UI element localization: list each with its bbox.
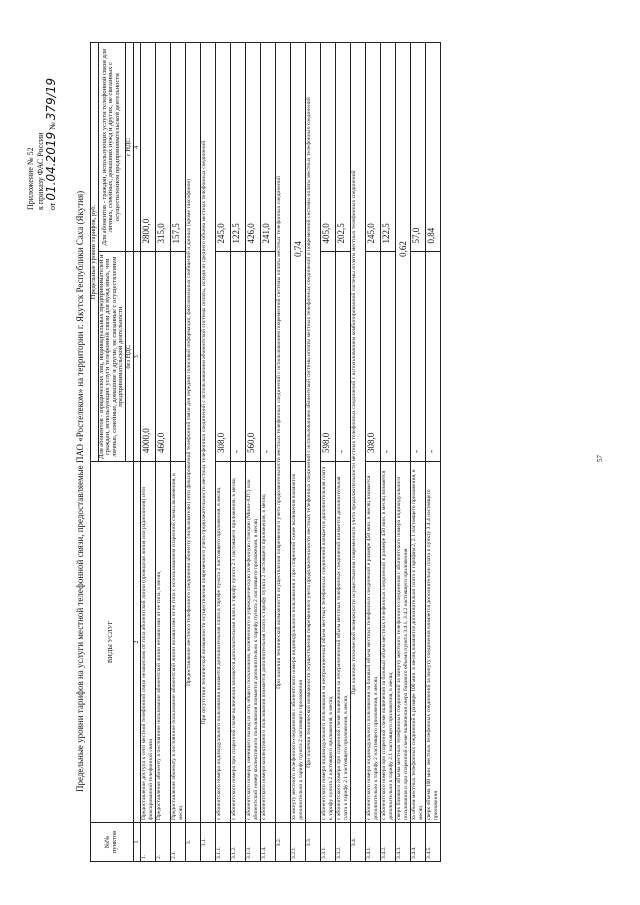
tariff-citizen-value: 0,84 [426, 43, 441, 253]
appendix-order: к приказу ФАС России [36, 132, 45, 210]
row-number: 3.4.3. [396, 823, 411, 862]
row-number: 3.4.1. [366, 823, 381, 862]
tariff-legal-value: - [261, 252, 276, 462]
col-header-service: ВИДЫ УСЛУГ [91, 462, 134, 823]
index-cell: 2 [133, 462, 141, 823]
row-number: 3.4. [351, 823, 366, 862]
handwritten-number: 379/19 [44, 78, 58, 121]
table-row [321, 43, 336, 862]
service-description: за минуту местного телефонного соединения с абонентского номера индивидуального пользования и при спаренной схеме включения взимается дополнительно к тарифу пункта 2 настоящего приложения [291, 462, 306, 823]
service-description: с абонентского номера, имеющего выход на сеть общего пользования, включенного в учрежденческую телефонную станцию (Мини-АТС) или абонентский номер коллективного пользования взимается дополнительно к тарифу пункта 2 настоящего приложения, в месяц [246, 462, 261, 823]
index-cell: 3 [133, 252, 141, 462]
index-cell: 4 [133, 43, 141, 253]
section-row [351, 43, 366, 862]
tariff-legal-value: 460,0 [156, 252, 171, 462]
tariff-citizen-value: 157,5 [171, 43, 186, 253]
section-heading: При наличии технической возможности осуществления повременного учета продолжительности местных телефонных соединений с использованием абонентской системы оплаты местных телефонных соединений и повременной системы оплаты местных телефонных соединений [306, 43, 321, 823]
tariff-legal-value: - [381, 252, 396, 462]
section-heading: При отсутствии технической возможности осуществления повременного учета продолжительности местных телефонных соединений с использованием абонентской системы оплаты, исходя из среднего объема местных телефонных соединений [201, 43, 216, 823]
number-label: № [48, 122, 57, 130]
tariff-citizen-value: 241,0 [261, 43, 276, 253]
document-title: Предельные уровни тарифов на услуги местной телефонной связи, предоставляемые ПАО «Ростелеком» на территории г. Якутск Республики Саха (Якутия) [75, 190, 85, 792]
col-header-number: №№ пунктов [91, 823, 134, 862]
service-description: с абонентского номера коллективного пользования взимается дополнительная плата к тарифу пункта 2 настоящего приложения, в месяц [261, 462, 276, 823]
row-number: 3.3.1. [321, 823, 336, 862]
col-header-citizens: Для абонентов - граждан, использующих услуги телефонной связи для личных, семейных, домашних нужд и других, не связанных с осуществлением предпринимательской деятельности [98, 43, 125, 253]
appendix-number: Приложение № 52 [26, 147, 35, 210]
row-number: 3.1.1. [216, 823, 231, 862]
col-header-without-vat: без НДС [125, 252, 133, 462]
tariff-citizen-value: 202,5 [336, 43, 351, 253]
table-row [171, 43, 186, 862]
row-number: 3.1.2. [231, 823, 246, 862]
row-number: 3.2. [276, 823, 291, 862]
table-row [156, 43, 171, 862]
row-number: 2.1. [171, 823, 186, 862]
service-description: сверх объема 100 мин. местных телефонных соединений за минуту соединения взимается дополнительно плата к пункту 3.4.4 настоящего приложения [426, 462, 441, 823]
tariff-legal-value: - [426, 252, 441, 462]
row-number: 2. [156, 823, 171, 862]
table-row [246, 43, 261, 862]
row-number: 3.3.2. [336, 823, 351, 862]
service-description: с абонентского номера при спаренной схеме включения за базовый объем местных телефонных соединений в размере 450 мин. в месяц взимается дополнительно к тарифу 2.1 настоящего приложения, в месяц [381, 462, 396, 823]
row-number: 3.1.3. [246, 823, 261, 862]
table-row [336, 43, 351, 862]
tariff-table [90, 42, 441, 862]
tariff-citizen-value: 315,0 [156, 43, 171, 253]
table-row [426, 43, 441, 862]
tariff-citizen-value: 405,0 [321, 43, 336, 253]
section-row [276, 43, 291, 862]
table-body [133, 43, 441, 862]
tariff-citizen-value: 122,5 [381, 43, 396, 253]
appendix-header [26, 40, 58, 210]
table-row [411, 43, 426, 862]
tariff-legal-value: 4000,0 [141, 252, 156, 462]
service-description: с абонентского номера при спаренной схеме включения взимается дополнительная плата к тарифу пункта 2.1 настоящего приложения, в месяц [231, 462, 246, 823]
service-description: Предоставление абоненту в постоянное пользование абонентской линии независимо от ее типа с использованием спаренной схемы включения, в месяц [171, 462, 186, 823]
service-description: с абонентского номера индивидуального пользования взимается дополнительная плата в тарифе пункта 2 настоящего приложения, в месяц [216, 462, 231, 823]
tariff-citizen-value: 426,0 [246, 43, 261, 253]
row-number: 3.3. [306, 823, 321, 862]
handwritten-date: 01.04.2019 [44, 131, 58, 201]
tariff-legal-value: 308,0 [366, 252, 381, 462]
service-description: с абонентского номера при спаренной схеме включения за неограниченный объем местных телефонных соединений взимается дополнительная плата к тарифу 2.1 настоящего приложения, в месяц [336, 462, 351, 823]
section-heading: При наличии технической возможности осуществления повременного учета продолжительности местных телефонных соединений с использованием повременной системы оплаты местных телефонных соединений [276, 43, 291, 823]
section-row [201, 43, 216, 862]
tariff-legal-value: 0,74 [291, 43, 306, 462]
table-row [231, 43, 246, 862]
table-row [291, 43, 306, 862]
row-number: 3.4.4. [411, 823, 426, 862]
index-row [133, 43, 141, 862]
tariff-legal-value: 0,62 [396, 43, 411, 462]
table-row [381, 43, 396, 862]
appendix-date-line [46, 40, 58, 210]
page-number: 57 [596, 455, 604, 462]
document-page [20, 22, 620, 882]
row-number: 3. [186, 823, 201, 862]
row-number: 3.2.1. [291, 823, 306, 862]
tariff-citizen-value: 245,0 [366, 43, 381, 253]
table-row [261, 43, 276, 862]
service-description: Предоставление доступа к сети местной телефонной связи независимо от типа абонентской линии (проводная линия или радиолиния) сети фиксированной телефонной связи [141, 462, 156, 823]
table-row [396, 43, 411, 862]
tariff-legal-value: - [336, 252, 351, 462]
row-number: 3.4.5. [426, 823, 441, 862]
service-description: с абонентского номера индивидуального пользования за неограниченный объем местных телефонных соединений взимается дополнительная плата к тарифу пункта 2 настоящего приложения, в месяц [321, 462, 336, 823]
section-heading: Предоставление местного телефонного соединения абоненту (пользователю) сети фиксированной телефонной связи для передачи голосовой информации, факсимильных сообщений и данных (кроме таксофонов) [186, 43, 201, 823]
col-header-with-vat: с НДС [125, 43, 133, 253]
row-number: 3.1. [201, 823, 216, 862]
service-description: за объем местных телефонных соединений в размере 100 мин. в месяц взимается дополнительно плата к тарифам 2, 2.1 настоящего приложения, в месяц [411, 462, 426, 823]
tariff-legal-value: 308,0 [216, 252, 231, 462]
table-row [216, 43, 231, 862]
tariff-legal-value: 560,0 [246, 252, 261, 462]
col-header-tariffs: Предельные уровни тарифов, руб. [91, 43, 99, 462]
date-prefix: от [48, 202, 57, 210]
tariff-citizen-value: 245,0 [216, 43, 231, 253]
tariff-citizen-value: 122,5 [231, 43, 246, 253]
section-row [306, 43, 321, 862]
section-heading: При наличии технической возможности осуществления повременного учета продолжительности местных телефонных соединений с использованием комбинированной системы оплаты местных телефонных соединений [351, 43, 366, 823]
index-cell: 1 [133, 823, 141, 862]
tariff-legal-value: 598,0 [321, 252, 336, 462]
tariff-citizen-value: 57,0 [411, 43, 426, 253]
tariff-legal-value [171, 252, 186, 462]
table-row [366, 43, 381, 862]
row-number: 3.1.4. [261, 823, 276, 862]
service-description: Предоставление абоненту в постоянное пользование абонентской линии независимо от ее типа, в месяц [156, 462, 171, 823]
col-header-legal: Для абонентов - юридических лиц, индивидуальных предпринимателей и граждан, использующих услуги телефонной связи для нужд иных, чем личные, семейные, домашние и другие, не связанные с осуществлением предпринимательской деятельности [98, 252, 125, 462]
service-description: сверх базового объема местных телефонных соединений за минуту местного телефонного соединения с абонентского номера индивидуального пользования и при спаренной схеме включения сверх базового объема пункта 3.4.1, 3.4.2 настоящего приложения [396, 462, 411, 823]
tariff-legal-value: - [411, 252, 426, 462]
tariff-legal-value: - [231, 252, 246, 462]
service-description: с абонентского номера индивидуального пользования за базовый объем местных телефонных соединений в размере 450 мин. в месяц взимается дополнительно к тарифу 2 настоящего приложения, в месяц [366, 462, 381, 823]
table-row [141, 43, 156, 862]
tariff-citizen-value: 2800,0 [141, 43, 156, 253]
row-number: 3.4.2. [381, 823, 396, 862]
row-number: 1. [141, 823, 156, 862]
section-row [186, 43, 201, 862]
